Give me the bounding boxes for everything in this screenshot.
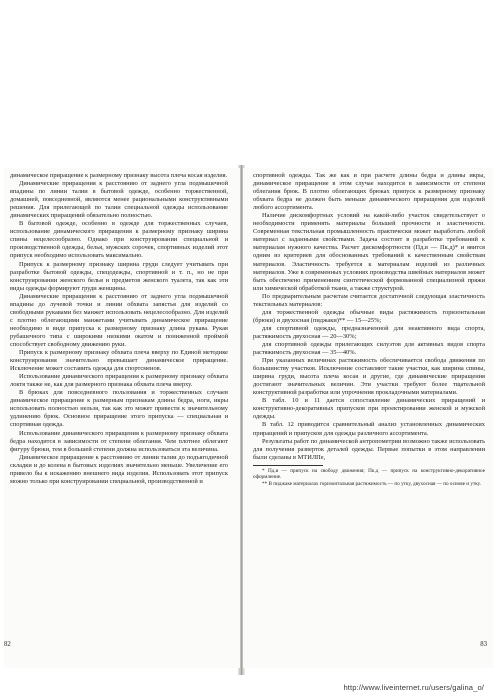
paragraph: В табл. 12 приводится сравнительный анализ установленных динамических приращений и припусков для одежды различного ассортимента. xyxy=(253,421,485,437)
footnote-rule xyxy=(253,465,323,466)
paragraph: Наличие дискомфортных условий на какой-либо участок свидетельствует о необходимости применять материалы большей прочности и эластичности. Современная текстильная промышленность практически может выработать любой материал с заданными свойствами. Задача состоит в разработке требований к материалам нужного качества. Расчет дискомфортности (Пд.в — Пк.д)* и явится одним из критериев для обоснованных требований к качественным свойствам материалов. Эластичность требуется к материалам изделий из различных материалов. Уже в современных условиях производства швейных материалов может быть обеспечено применением синтетической формованной специализной пряжи или химической обработкой ткани, а также структурой. xyxy=(253,212,485,292)
left-page-text xyxy=(10,172,228,486)
paragraph: Использование динамического приращения к размерному признаку обхвата локтя также не, как для размерного признака обхвата плеча вверху. xyxy=(10,373,228,389)
left-page xyxy=(4,168,240,668)
right-page-text xyxy=(253,172,485,487)
page-number: 83 xyxy=(480,641,487,648)
page-number: 82 xyxy=(4,641,11,648)
paragraph: Динамические приращения к расстоянию от заднего угла подмышечной впадины по линии талии в бытовой одежде, особенно торжественной, домашней, повседневной, являются менее рациональными конструктивными решения. Для прилегающей по талии специальной одежды использование динамических приращений обязательно полностью. xyxy=(10,180,228,220)
paragraph: Динамическое приращение к расстоянию от линии талии до подъягодичной складки и до колена в бытовых изделиях значительно меньше. Увеличение его привело бы к искажению внешнего вида изделия. Использовать этот припуск можно только при конструировании специальной, производственной и xyxy=(10,453,228,485)
source-watermark: http://www.liveinternet.ru/users/galina_o/ xyxy=(343,683,484,692)
right-page xyxy=(243,168,493,668)
paragraph: для торжественной одежды обычные виды растяжимость горизонтальная (брюки) и двухосная (пиджаки)** — 15—25%; xyxy=(253,308,485,324)
footnote: * Пд.в — припуск на свободу движения; Пк.д — припуск на конструктивно-декоративное оформление. xyxy=(253,467,485,481)
paragraph: Припуск к размерному признаку обхвата плеча вверху по Единой методике конструирования значительно превышает динамическое приращение. Исключение может составить одежда для спортсменов. xyxy=(10,349,228,373)
paragraph: динамическое приращение к размерному признаку высота плеча косая изделия. xyxy=(10,172,228,179)
paragraph: В брюках для повседневного пользования и торжественных случаев динамическое приращение к размерным признакам длины бедра, ноги, икры использовать полностью нельзя, так как это может привести к значительному удлинению брюк. Основное приращение этого припуска — специальная и спортивная одежда. xyxy=(10,389,228,429)
paragraph: Использование динамического приращения к размерному признаку обхвата бедра находится в зависимости от степени облегания. Чем плотнее облегают фигуру брюки, тем в большей степени должна использоваться эта величина. xyxy=(10,429,228,453)
paragraph: При указанных величинах растяжимость обеспечивается свобода движения по большинству участков. Исключение составляют такие участки, как ширина спины, ширина груди, высота плеча косая и другие, где динамические приращения достигают значительных величин. Эти участки требуют более тщательной конструктивной разработки или упрочнения прокладочными материалами. xyxy=(253,357,485,397)
paragraph: По предварительным расчетам считается достаточной следующая эластичность текстильных материалов: xyxy=(253,292,485,308)
paragraph: спортивной одежды. Так же как и при расчете длины бедра и длины икры, динамическое приращение в этом случае находится в зависимости от степени облегания брюк. В плотно облегающих брюках припуск к размерному признаку обхвата бедра не должен быть меньше динамического приращения для изделий любого ассортимента. xyxy=(253,172,485,212)
paragraph: для спортивной одежды, предназначенной для неактивного вида спорта, растяжимость двухосная — 20—30%; xyxy=(253,324,485,340)
paragraph: Динамические приращения к расстоянию от заднего угла подмышечной впадины до лучевой точки и линии обхвата запястья для изделий со свободными рукавами без манжет использовать нецелесообразно. Для изделий с плотно облегающими манжетами учитывать динамическое приращение необходимо в виде припуска к размерному признаку длина рукава. Рукав рубашечного типа с широкими низкими окатом и пониженной проймой способствует свободному движению руки. xyxy=(10,292,228,348)
paragraph: В бытовой одежде, особенно в одежде для торжественных случаев, использование динамического приращения к размерному признаку ширина спины нецелесообразно. Однако при конструировании специальной и производственной одежды, белья, мужских сорочек, спортивных изделий этот припуск необходимо использовать максимально. xyxy=(10,220,228,260)
paragraph: для спортивной одежды прилегающих силуэтов для активных видов спорта растяжимость двухосная — 35—40%. xyxy=(253,340,485,357)
footnote: ** В пиджаке материалах горизонтальная растяжимость — по утку, двухосная — по основе и утку. xyxy=(262,480,482,487)
paragraph: В табл. 10 и 11 дается сопоставление динамических приращений и конструктивно-декоративных припусков при проектировании женской и мужской одежды. xyxy=(253,397,485,421)
paragraph: Результаты работ по динамической антропометрии возможно также использовать для получения разверток деталей одежды. Первые попытки в этом направлении были сделаны в МТИЛПе, xyxy=(253,437,485,461)
paragraph: Припуск к размерному признаку ширина груди следует учитывать при разработке бытовой одежды, спецодежды, спортивной и т. п., но не при конструировании женского белья и предметов женского туалета, так как эти виды одежды формируют груди женщины. xyxy=(10,260,228,292)
